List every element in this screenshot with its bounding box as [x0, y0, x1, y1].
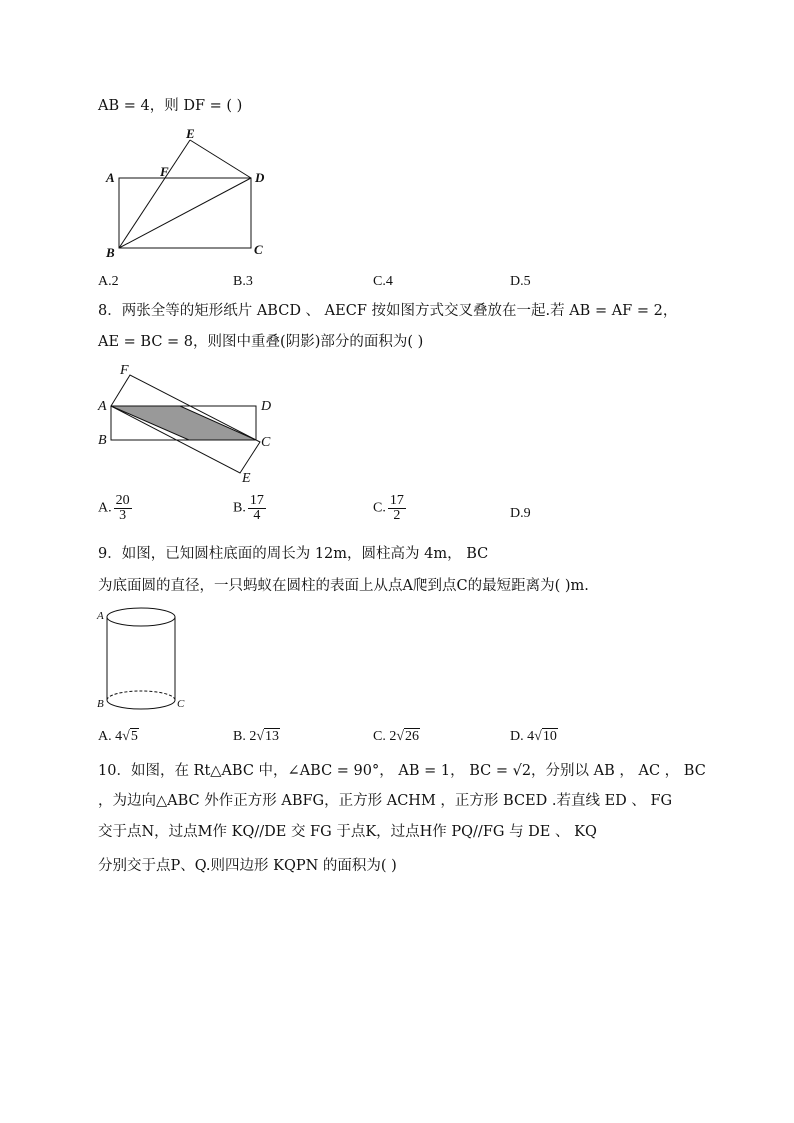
q7-option-d: D.5: [510, 274, 531, 289]
q10-text-line4: 分别交于点P、Q.则四边形 KQPN 的面积为( ): [98, 858, 397, 874]
q9-label-c: C: [177, 698, 185, 710]
q9-label-b: B: [97, 698, 104, 710]
q8-label-b: B: [98, 433, 107, 448]
q7-label-a: A: [106, 170, 115, 185]
q8-option-a: A. $\frac{20}{3}$: [98, 493, 130, 523]
q7-option-a: A.2: [98, 274, 119, 289]
q7-label-d: D: [255, 170, 265, 185]
q7-label-c: C: [254, 242, 263, 257]
q7-option-b: B.3: [233, 274, 253, 289]
q8-label-a: A: [98, 399, 107, 414]
q8-label-f: F: [120, 363, 129, 378]
q8-option-d: D.9: [510, 506, 531, 521]
q7-label-b: B: [106, 245, 115, 260]
q9-option-a: A. 4√5: [98, 729, 138, 744]
q8-label-d: D: [261, 399, 272, 414]
q8-option-b: B. $\frac{17}{4}$: [233, 493, 264, 523]
q7-option-c: C.4: [373, 274, 393, 289]
q7-label-f: F: [160, 164, 169, 179]
q8-text-line2: AE = BC = 8，则图中重叠(阴影)部分的面积为( ): [98, 334, 424, 350]
q8-text-line1: 8．两张全等的矩形纸片 ABCD 、 AECF 按如图方式交叉叠放在一起.若 AB = AF = 2，: [98, 303, 678, 319]
q7-label-e: E: [186, 126, 195, 141]
q10-text-line1: 10．如图，在 Rt△ABC 中，∠ABC = 90°， AB = 1， BC = √2，分别以 AB ， AC ， BC: [98, 763, 706, 779]
q10-text-line3: 交于点N，过点M作 KQ//DE 交 FG 于点K，过点H作 PQ//FG 与 DE 、 KQ: [98, 824, 597, 840]
sqrt-icon: √: [534, 729, 542, 744]
sqrt-icon: √: [256, 729, 265, 744]
q9-option-c: C. 2√26: [373, 729, 420, 744]
sqrt-icon: √: [396, 729, 405, 744]
sqrt-icon: √: [122, 729, 130, 744]
q9-option-b: B. 2√13: [233, 729, 280, 744]
q9-text-line1: 9．如图，已知圆柱底面的周长为 12m，圆柱高为 4m， BC: [98, 546, 489, 562]
q9-text-line2: 为底面圆的直径，一只蚂蚁在圆柱的表面上从点A爬到点C的最短距离为( )m.: [98, 578, 589, 594]
q10-text-line2: ，为边向△ABC 外作正方形 ABFG，正方形 ACHM ，正方形 BCED .若直线 ED 、 FG: [98, 793, 673, 809]
q8-option-c: C. $\frac{17}{2}$: [373, 493, 404, 523]
q8-label-c: C: [261, 435, 271, 450]
q9-label-a: A: [97, 610, 104, 622]
q8-label-e: E: [242, 471, 251, 486]
q9-option-d: D. 4√10: [510, 729, 557, 744]
q7-text: AB = 4，则 DF = ( ): [98, 98, 243, 114]
